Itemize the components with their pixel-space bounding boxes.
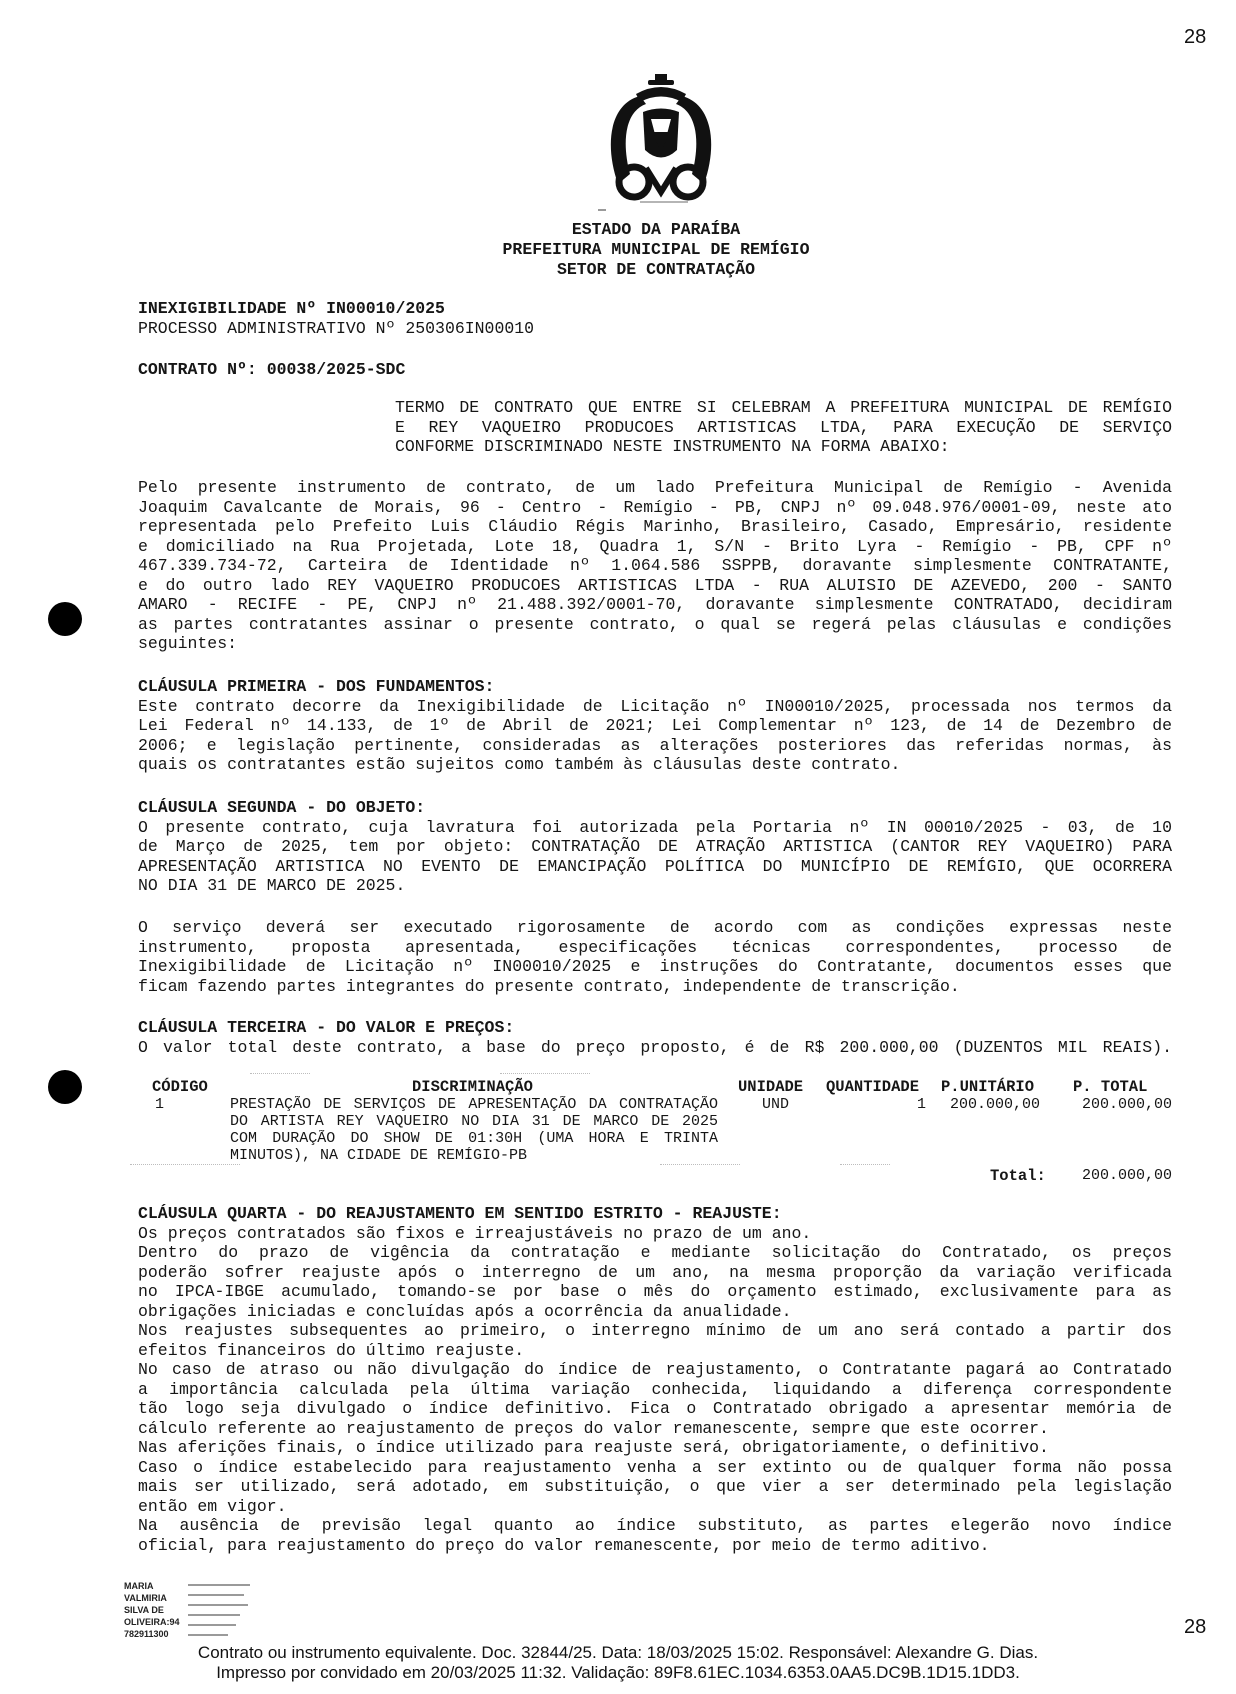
paragraph-line: poderão sofrer reajuste após o interregno de um ano, na mesma proporção da variação verificada [138, 1262, 1172, 1282]
paragraph-line: Inexigibilidade de Licitação nº IN00010/2025 e instruções do Contratante, documentos esses que [138, 957, 1172, 976]
paragraph-line: instrumento, proposta apresentada, especificações técnicas correspondentes, processo de [138, 937, 1172, 957]
paragraph-line: ficam fazendo partes integrantes do presente contrato, independente de transcrição. [138, 976, 960, 996]
paragraph-line: Os preços contratados são fixos e irreajustáveis no prazo de um ano. [138, 1223, 812, 1243]
clause-title: CLÁUSULA TERCEIRA - DO VALOR E PREÇOS: [138, 1018, 515, 1037]
contract-preamble [395, 398, 1172, 457]
table-cell-code: 1 [155, 1096, 165, 1113]
paragraph-line: a importância calculada pela última variação conhecida, liquidando a diferença correspondente [138, 1379, 1172, 1399]
paragraph-line: de Março de 2025, tem por objeto: CONTRATAÇÃO DE ATRAÇÃO ARTISTICA (CANTOR REY VAQUEIRO) PARA [138, 837, 1172, 856]
paragraph-line: NO DIA 31 DE MARCO DE 2025. [138, 876, 406, 895]
paragraph-line: O presente contrato, cuja lavratura foi autorizada pela Portaria nº IN 00010/2025 - 03, de 10 [138, 817, 1172, 837]
punch-hole [48, 1070, 82, 1104]
paragraph-line: 467.339.734-72, Carteira de Identidade nº 1.064.586 SSPPB, doravante simplesmente CONTRATANTE, [138, 556, 1172, 575]
paragraph-line: 2006; e legislação pertinente, consideradas as alterações posteriores das referidas normas, às [138, 735, 1172, 755]
paragraph-line: efeitos financeiros do último reajuste. [138, 1340, 525, 1360]
paragraph-line: então em vigor. [138, 1496, 287, 1516]
description-line: PRESTAÇÃO DE SERVIÇOS DE APRESENTAÇÃO DA CONTRATAÇÃO [230, 1096, 718, 1113]
clause-title: CLÁUSULA SEGUNDA - DO OBJETO: [138, 798, 426, 817]
paragraph-line: O valor total deste contrato, a base do preço proposto, é de R$ 200.000,00 (DUZENTOS MIL REAIS). [138, 1037, 1172, 1057]
table-header-unit: UNIDADE [738, 1078, 804, 1096]
paragraph-line: e do outro lado REY VAQUEIRO PRODUCOES ARTISTICAS LTDA - RUA ALUISIO DE AZEVEDO, 200 - SANTO [138, 575, 1172, 595]
clause-title: CLÁUSULA PRIMEIRA - DOS FUNDAMENTOS: [138, 677, 495, 696]
clause-title: CLÁUSULA QUARTA - DO REAJUSTAMENTO EM SENTIDO ESTRITO - REAJUSTE: [138, 1204, 782, 1223]
logo-caption-mark [640, 201, 688, 203]
document-header [396, 220, 916, 280]
signature-line: 782911300 [124, 1629, 169, 1639]
paragraph-line: O serviço deverá ser executado rigorosamente de acordo com as condições expressas neste [138, 918, 1172, 937]
table-header-unit-price: P.UNITÁRIO [941, 1078, 1035, 1096]
paragraph-line: no IPCA-IBGE acumulado, tomando-se por base o mês do orçamento estimado, exclusivamente para as [138, 1282, 1172, 1301]
paragraph-line: oficial, para reajustamento do preço do valor remanescente, por meio de termo aditivo. [138, 1535, 990, 1555]
paragraph-line: as partes contratantes assinar o presente contrato, o qual se regerá pelas cláusulas e condições [138, 614, 1172, 634]
footer-validation-info: Impresso por convidado em 20/03/2025 11:32. Validação: 89F8.61EC.1034.6353.0AA5.DC9B.1D15.1DD3. [216, 1663, 1020, 1682]
scan-artifact [130, 1164, 240, 1165]
clause-second-paragraph-2 [138, 918, 1172, 996]
signature-line: OLIVEIRA:94 [124, 1617, 180, 1627]
intro-paragraph [138, 478, 1172, 654]
paragraph-line: Lei Federal nº 14.133, de 1º de Abril de 2021; Lei Complementar nº 123, de 14 de Dezembro de [138, 716, 1172, 735]
table-total-label: Total: [990, 1167, 1046, 1185]
paragraph-line: Dentro do prazo de vigência da contratação e mediante solicitação do Contratado, os preços [138, 1243, 1172, 1262]
administrative-process-number: PROCESSO ADMINISTRATIVO Nº 250306IN00010 [138, 319, 535, 338]
preamble-line: E REY VAQUEIRO PRODUCOES ARTISTICAS LTDA, PARA EXECUÇÃO DE SERVIÇO [395, 417, 1172, 437]
paragraph-line: representada pelo Prefeito Luis Cláudio Régis Marinho, Brasileiro, Casado, Empresário, residente [138, 517, 1172, 536]
paragraph-line: APRESENTAÇÃO ARTISTICA NO EVENTO DE EMANCIPAÇÃO POLÍTICA DO MUNICÍPIO DE REMÍGIO, QUE OCORRERA [138, 856, 1172, 876]
paragraph-line: seguintes: [138, 634, 238, 653]
table-header-total-price: P. TOTAL [1073, 1078, 1148, 1096]
preamble-line: CONFORME DISCRIMINADO NESTE INSTRUMENTO NA FORMA ABAIXO: [395, 437, 950, 456]
table-header-code: CÓDIGO [152, 1078, 208, 1096]
sector-name: SETOR DE CONTRATAÇÃO [556, 260, 756, 279]
table-header-description: DISCRIMINAÇÃO [412, 1078, 533, 1096]
paragraph-line: Nos reajustes subsequentes ao primeiro, o interregno mínimo de um ano será contado a partir dos [138, 1321, 1172, 1340]
clause-fourth [138, 1204, 1172, 1555]
preamble-line: TERMO DE CONTRATO QUE ENTRE SI CELEBRAM A PREFEITURA MUNICIPAL DE REMÍGIO [395, 398, 1172, 417]
municipality-name: PREFEITURA MUNICIPAL DE REMÍGIO [502, 240, 810, 259]
paragraph-line: cálculo referente ao reajustamento de preços do valor remanescente, sempre que este ocorrer. [138, 1418, 1049, 1438]
paragraph-line: Caso o índice estabelecido para reajustamento venha a ser extinto ou de qualquer forma não possa [138, 1457, 1172, 1477]
table-cell-total-price: 200.000,00 [1081, 1096, 1172, 1113]
paragraph-line: e domiciliado na Rua Projetada, Lote 18, Quadra 1, S/N - Brito Lyra - Remígio - PB, CPF nº [138, 536, 1172, 556]
process-info [138, 299, 1172, 339]
description-line: COM DURAÇÃO DO SHOW DE 01:30H (UMA HORA E TRINTA [230, 1130, 718, 1147]
paragraph-line: quais os contratantes estão sujeitos como também às cláusulas deste contrato. [138, 755, 901, 774]
clause-second [138, 798, 1172, 896]
paragraph-line: Na ausência de previsão legal quanto ao índice substituto, as partes elegerão novo índice [138, 1516, 1172, 1535]
description-line: MINUTOS), NA CIDADE DE REMÍGIO-PB [230, 1147, 528, 1164]
table-cell-unit: UND [762, 1096, 790, 1113]
contract-number: CONTRATO Nº: 00038/2025-SDC [138, 360, 406, 379]
coat-of-arms-logo [596, 72, 726, 207]
table-total-value: 200.000,00 [1081, 1167, 1172, 1184]
scan-artifact [500, 1073, 590, 1074]
table-cell-unit-price: 200.000,00 [949, 1096, 1040, 1113]
paragraph-line: Pelo presente instrumento de contrato, de um lado Prefeitura Municipal de Remígio - Avenida [138, 478, 1172, 497]
description-line: DO ARTISTA REY VAQUEIRO NO DIA 31 DE MARCO DE 2025 [230, 1113, 718, 1130]
scan-artifact [598, 209, 606, 211]
paragraph-line: Nas aferições finais, o índice utilizado para reajuste será, obrigatoriamente, o definitivo. [138, 1438, 1049, 1457]
paragraph-line: tão logo seja divulgado o índice definitivo. Fica o Contratado obrigado a apresentar memória de [138, 1399, 1172, 1418]
punch-hole [48, 602, 82, 636]
inexigibilidade-number: INEXIGIBILIDADE Nº IN00010/2025 [138, 299, 445, 318]
paragraph-line: obrigações iniciadas e concluídas após a ocorrência da anualidade. [138, 1301, 792, 1321]
table-cell-quantity: 1 [916, 1096, 926, 1113]
signature-line: MARIA [124, 1581, 154, 1591]
paragraph-line: mais ser utilizado, será adotado, em substituição, o que vier a ser determinado pela legislação [138, 1477, 1172, 1496]
digital-signature-stamp [124, 1580, 180, 1640]
clause-first [138, 677, 1172, 775]
document-footer [0, 1643, 1236, 1683]
footer-document-info: Contrato ou instrumento equivalente. Doc. 32844/25. Data: 18/03/2025 15:02. Responsável: Alexandre G. Dias. [197, 1643, 1039, 1662]
paragraph-line: Este contrato decorre da Inexigibilidade de Licitação nº IN00010/2025, processada nos termos da [138, 696, 1172, 716]
table-cell-description [230, 1096, 718, 1164]
scan-artifact [660, 1164, 740, 1165]
paragraph-line: No caso de atraso ou não divulgação do índice de reajustamento, o Contratante pagará ao Contratado [138, 1360, 1172, 1379]
page-number-top: 28 [1184, 26, 1207, 48]
signature-line: SILVA DE [124, 1605, 164, 1615]
paragraph-line: AMARO - RECIFE - PE, CNPJ nº 21.488.392/0001-70, doravante simplesmente CONTRATADO, decidiram [138, 595, 1172, 614]
scan-artifact [250, 1073, 310, 1074]
page-number-bottom: 28 [1184, 1616, 1207, 1638]
paragraph-line: Joaquim Cavalcante de Morais, 96 - Centro - Remígio - PB, CNPJ nº 09.048.976/0001-09, neste ato [138, 497, 1172, 517]
scan-artifact [840, 1164, 890, 1165]
signature-line: VALMIRIA [124, 1593, 167, 1603]
clause-third [138, 1018, 1172, 1057]
state-name: ESTADO DA PARAÍBA [571, 220, 741, 239]
table-header-quantity: QUANTIDADE [826, 1078, 920, 1096]
